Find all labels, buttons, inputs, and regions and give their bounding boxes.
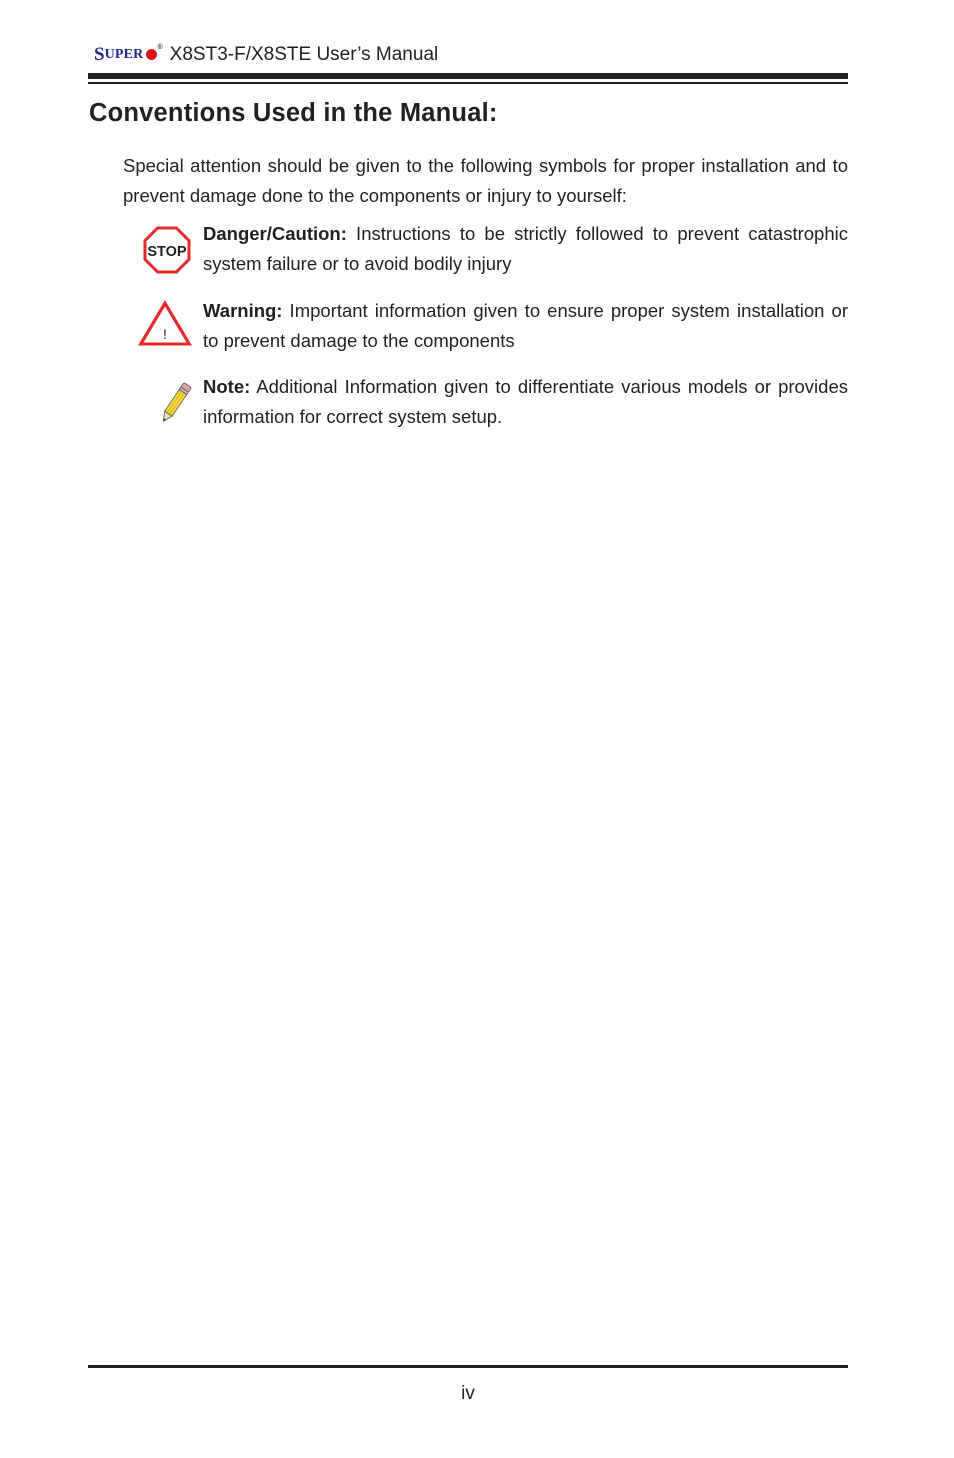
warning-label: Warning:	[203, 300, 283, 321]
warning-note	[203, 296, 848, 356]
page-title: Conventions Used in the Manual:	[89, 99, 498, 127]
header-rule-thin	[88, 82, 848, 84]
logo-registered-mark: ®	[157, 43, 163, 51]
page-number: iv	[461, 1383, 475, 1404]
warning-text: Important information given to ensure proper system installation or to prevent damage to the components	[203, 300, 848, 351]
stop-sign-text: STOP	[147, 244, 187, 260]
intro-paragraph: Special attention should be given to the following symbols for proper installation and to prevent damage done to the components or injury to yourself:	[123, 155, 848, 206]
note-label: Note:	[203, 376, 251, 397]
danger-caution-note	[203, 219, 848, 279]
note-text: Additional Information given to differentiate various models or provides information for correct system setup.	[203, 376, 848, 427]
note-note	[203, 372, 848, 432]
danger-caution-label: Danger/Caution:	[203, 223, 347, 244]
logo-dot-icon	[146, 49, 157, 60]
stop-sign-icon	[142, 225, 192, 280]
logo-letter: S	[94, 44, 105, 65]
manual-title: X8ST3-F/X8STE User’s Manual	[169, 44, 439, 65]
supermicro-logo	[94, 44, 163, 66]
header-rule-thick	[88, 73, 848, 79]
logo-word: UPER	[104, 47, 144, 62]
danger-caution-text: Instructions to be strictly followed to prevent catastrophic system failure or to avoid bodily injury	[203, 223, 848, 274]
warning-exclamation: !	[163, 326, 167, 342]
page-header	[94, 44, 438, 68]
warning-triangle-icon	[136, 298, 194, 353]
pencil-icon	[155, 378, 195, 433]
footer-rule	[88, 1365, 848, 1368]
